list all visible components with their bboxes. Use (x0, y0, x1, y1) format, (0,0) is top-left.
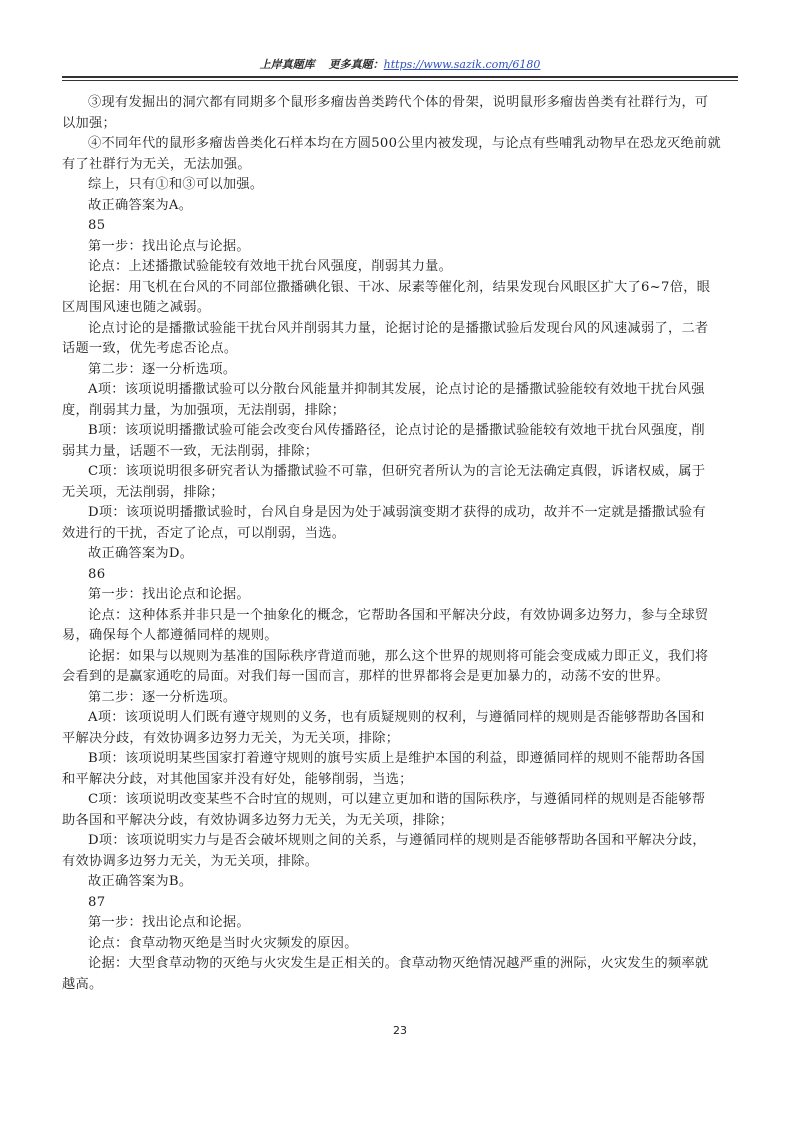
text-line: 越高。 (62, 976, 103, 992)
text-line: 论点：上述播撒试验能较有效地干扰台风强度，削弱其力量。 (88, 259, 453, 274)
header-url-link[interactable]: https://www.sazik.com/6180 (383, 58, 541, 71)
page-number: 23 (393, 1024, 407, 1037)
text-line: 第一步：找出论点和论据。 (88, 587, 250, 602)
text-line: 第一步：找出论点和论据。 (88, 915, 250, 930)
text-line: 第二步：逐一分析选项。 (88, 361, 237, 377)
text-line: 论点：这种体系并非只是一个抽象化的概念，它帮助各国和平解决分歧，有效协调多边努力，参与全球贸 (88, 607, 709, 623)
text-line: A项：该项说明播撒试验可以分散台风能量并抑制其发展，论点讨论的是播撒试验能较有效地干扰台风强 (88, 382, 705, 397)
text-line: 弱其力量，话题不一致，无法削弱，排除； (62, 443, 319, 459)
header-rule-thick (62, 76, 738, 78)
page-header (62, 56, 738, 76)
text-line: C项：该项说明很多研究者认为播撒试验不可靠，但研究者所认为的言论无法确定真假，诉诸权威，属于 (88, 464, 706, 479)
text-line: 论点：食草动物灭绝是当时火灾频发的原因。 (88, 935, 358, 951)
text-line: 有效协调多边努力无关，为无关项，排除。 (62, 853, 319, 869)
text-line: C项：该项说明改变某些不合时宜的规则，可以建立更加和谐的国际秩序，与遵循同样的规则是否能够帮 (88, 792, 706, 807)
text-line: 第一步：找出论点与论据。 (88, 238, 250, 254)
header-rule-thin (62, 80, 738, 81)
text-line: 综上，只有①和③可以加强。 (88, 177, 264, 192)
text-line: 话题一致，优先考虑否论点。 (62, 341, 238, 356)
text-line: 故正确答案为B。 (88, 874, 193, 889)
text-line: B项：该项说明某些国家打着遵守规则的旗号实质上是维护本国的利益，即遵循同样的规则不能帮助各国 (88, 751, 705, 766)
text-line: 85 (88, 218, 106, 233)
header-more-label: 更多真题： (328, 58, 384, 71)
text-line: 会看到的是赢家通吃的局面。对我们每一国而言，那样的世界都将会是更加暴力的，动荡不安的世界。 (62, 669, 669, 684)
text-line: A项：该项说明人们既有遵守规则的义务，也有质疑规则的权利，与遵循同样的规则是否能够帮助各国和 (88, 710, 705, 725)
text-line: 易，确保每个人都遵循同样的规则。 (62, 628, 278, 643)
text-line: 平解决分歧，有效协调多边努力无关，为无关项，排除； (62, 730, 400, 746)
text-line: ④不同年代的鼠形多瘤齿兽类化石样本均在方圆500公里内被发现，与论点有些哺乳动物早在恐龙灭绝前就 (88, 136, 722, 151)
text-line: 论据：如果与以规则为基准的国际秩序背道而驰，那么这个世界的规则将可能会变成威力即正义，我们将 (88, 648, 709, 664)
text-line: ③现有发掘出的洞穴都有同期多个鼠形多瘤齿兽类跨代个体的骨架，说明鼠形多瘤齿兽类有社群行为，可 (88, 95, 709, 110)
text-line: D项：该项说明实力与是否会破坏规则之间的关系，与遵循同样的规则是否能够帮助各国和平解决分歧， (88, 833, 706, 848)
text-line: 有了社群行为无关，无法加强。 (62, 156, 251, 172)
text-line: B项：该项说明播撒试验可能会改变台风传播路径，论点讨论的是播撒试验能较有效地干扰台风强度，削 (88, 423, 705, 438)
text-line: 助各国和平解决分歧，有效协调多边努力无关，为无关项，排除； (62, 812, 454, 828)
text-line: D项：该项说明播撒试验时，台风自身是因为处于减弱演变期才获得的成功，故并不一定就是播撒试验有 (88, 505, 706, 520)
text-line: 论据：用飞机在台风的不同部位撒播碘化银、干冰、尿素等催化剂，结果发现台风眼区扩大了6~7倍，眼 (88, 279, 711, 295)
text-line: 和平解决分歧，对其他国家并没有好处，能够削弱，当选； (62, 771, 413, 787)
text-line: 区周围风速也随之减弱。 (62, 300, 211, 315)
text-line: 论据：大型食草动物的灭绝与火灾发生是正相关的。食草动物灭绝情况越严重的洲际，火灾发生的频率就 (88, 956, 709, 971)
text-line: 度，削弱其力量，为加强项，无法削弱，排除； (62, 402, 346, 418)
header-site-name: 上岸真题库 (259, 58, 315, 71)
text-line: 86 (88, 566, 106, 582)
text-line: 无关项，无法削弱，排除； (62, 484, 224, 500)
text-line: 以加强； (62, 115, 116, 131)
text-line: 第二步：逐一分析选项。 (88, 689, 237, 705)
text-line: 故正确答案为D。 (88, 546, 194, 561)
text-line: 故正确答案为A。 (88, 197, 193, 213)
text-line: 论点讨论的是播撒试验能干扰台风并削弱其力量，论据讨论的是播撒试验后发现台风的风速减弱了，二者 (88, 320, 709, 336)
text-line: 87 (88, 894, 106, 910)
document-body (62, 93, 742, 995)
text-line: 效进行的干扰，否定了论点，可以削弱，当选。 (62, 525, 346, 541)
